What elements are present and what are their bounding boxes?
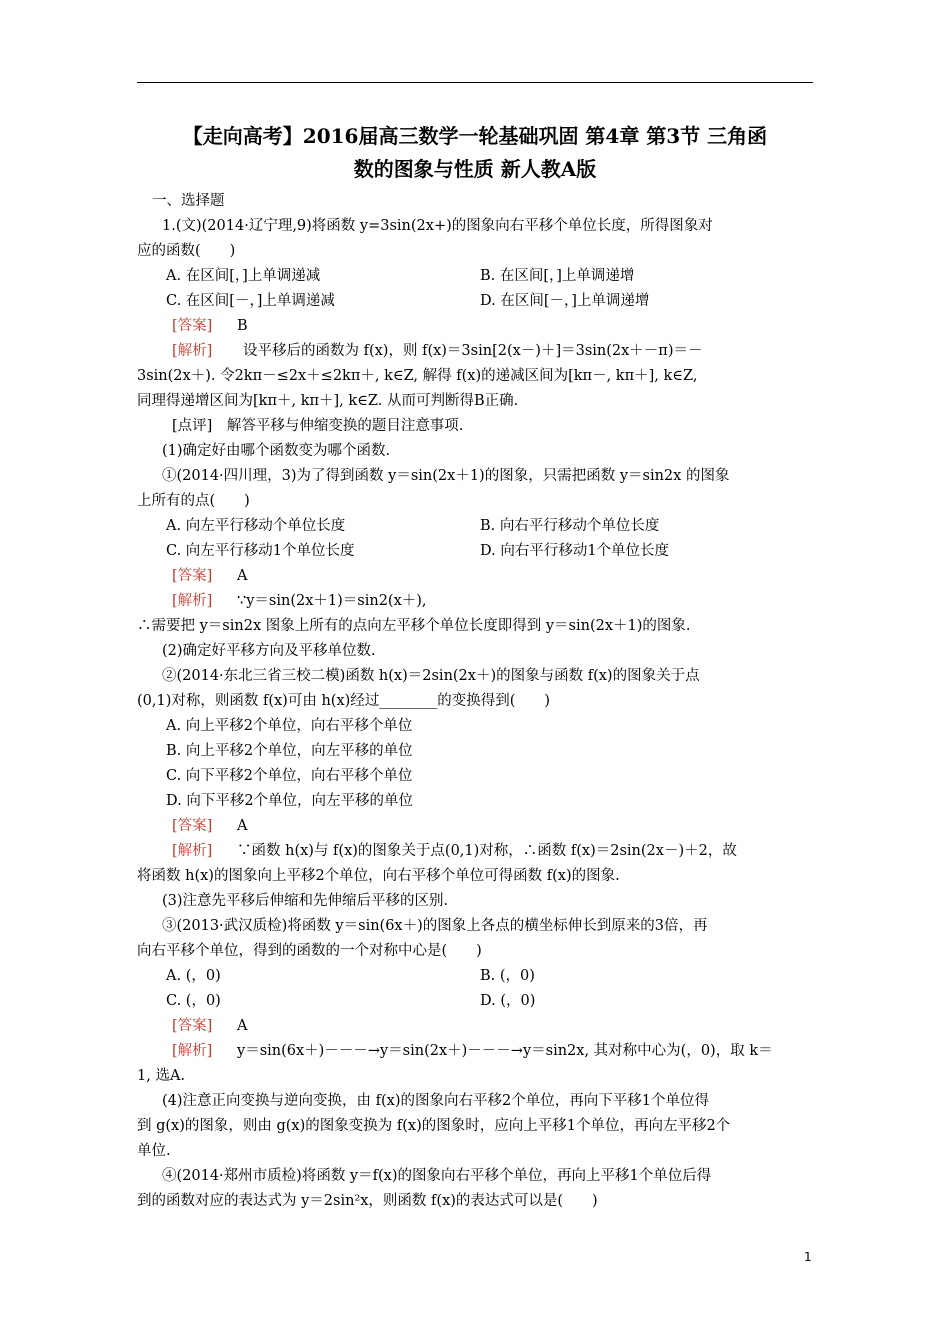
answer-value: A bbox=[237, 568, 248, 584]
note-line: (1)确定好由哪个函数变为哪个函数. bbox=[162, 443, 391, 459]
answer-value: A bbox=[237, 818, 248, 834]
analysis-tag: [解析] bbox=[172, 343, 213, 359]
answer-tag: [答案] bbox=[172, 318, 213, 334]
question-line: ④(2014·郑州市质检)将函数 y＝f(x)的图象向右平移个单位，再向上平移1个单位后得 bbox=[162, 1168, 712, 1184]
question-line: ②(2014·东北三省三校二模)函数 h(x)＝2sin(2x＋)的图象与函数 f(x)的图象关于点 bbox=[162, 668, 700, 684]
option-d: D. 在区间[－，]上单调递增 bbox=[480, 293, 650, 309]
analysis-tag: [解析] bbox=[172, 593, 213, 609]
option-c: C. 向左平行移动1个单位长度 bbox=[166, 543, 355, 559]
question-line: 1.(文)(2014·辽宁理,9)将函数 y=3sin(2x+)的图象向右平移个单位长度，所得图象对 bbox=[162, 218, 713, 234]
analysis-tag: [解析] bbox=[172, 843, 213, 859]
analysis-tag: [解析] bbox=[172, 1043, 213, 1059]
question-line: 上所有的点( ) bbox=[137, 493, 250, 509]
note-line: 单位. bbox=[137, 1143, 171, 1159]
analysis-line: ∴需要把 y＝sin2x 图象上所有的点向左平移个单位长度即得到 y＝sin(2x＋1)的图象. bbox=[137, 618, 691, 634]
question-line: 应的函数( ) bbox=[137, 243, 236, 259]
question-line: ③(2013·武汉质检)将函数 y＝sin(6x＋)的图象上各点的横坐标伸长到原来的3倍，再 bbox=[162, 918, 708, 934]
note-line: (2)确定好平移方向及平移单位数. bbox=[162, 643, 376, 659]
option-b: B. 在区间[，]上单调递增 bbox=[480, 268, 635, 284]
question-line: (0,1)对称，则函数 f(x)可由 h(x)经过________的变换得到( ) bbox=[137, 693, 551, 709]
title-line-2: 数的图象与性质 新人教A版 bbox=[353, 157, 597, 181]
answer-tag: [答案] bbox=[172, 568, 213, 584]
option-d: D. (，0) bbox=[480, 993, 536, 1009]
comment-line: [点评] 解答平移与伸缩变换的题目注意事项. bbox=[172, 418, 464, 434]
analysis-line: 设平移后的函数为 f(x)，则 f(x)＝3sin[2(x－)＋]＝3sin(2x＋－π)＝－ bbox=[243, 343, 703, 359]
analysis-line: y＝sin(6x＋)－－－→y＝sin(2x＋)－－－→y＝sin2x, 其对称中心为(，0)，取 k＝ bbox=[237, 1043, 773, 1059]
option-b: B. 向上平移2个单位，向左平移的单位 bbox=[166, 743, 413, 759]
section-heading: 一、选择题 bbox=[152, 193, 225, 209]
option-c: C. 向下平移2个单位，向右平移个单位 bbox=[166, 768, 413, 784]
option-d: D. 向右平行移动1个单位长度 bbox=[480, 543, 670, 559]
option-d: D. 向下平移2个单位，向左平移的单位 bbox=[166, 793, 414, 809]
option-a: A. (，0) bbox=[166, 968, 221, 984]
analysis-line: 1, 选A. bbox=[137, 1068, 186, 1084]
analysis-line: 将函数 h(x)的图象向上平移2个单位，向右平移个单位可得函数 f(x)的图象. bbox=[137, 868, 620, 884]
answer-value: A bbox=[237, 1018, 248, 1034]
note-line: (4)注意正向变换与逆向变换，由 f(x)的图象向右平移2个单位，再向下平移1个单位得 bbox=[162, 1093, 709, 1109]
note-line: (3)注意先平移后伸缩和先伸缩后平移的区别. bbox=[162, 893, 449, 909]
option-a: A. 向左平行移动个单位长度 bbox=[166, 518, 346, 534]
page-number: 1 bbox=[804, 1250, 812, 1264]
option-b: B. 向右平行移动个单位长度 bbox=[480, 518, 660, 534]
option-c: C. 在区间[－，]上单调递减 bbox=[166, 293, 335, 309]
answer-tag: [答案] bbox=[172, 818, 213, 834]
analysis-line: ∵y＝sin(2x＋1)＝sin2(x＋), bbox=[237, 593, 427, 609]
analysis-line: ∵函数 h(x)与 f(x)的图象关于点(0,1)对称，∴函数 f(x)＝2sin(2x－)＋2，故 bbox=[237, 843, 737, 859]
title-line-1: 【走向高考】2016届高三数学一轮基础巩固 第4章 第3节 三角函 bbox=[182, 124, 768, 148]
question-line: 向右平移个单位，得到的函数的一个对称中心是( ) bbox=[137, 943, 482, 959]
document-title bbox=[130, 120, 820, 186]
question-line: 到的函数对应的表达式为 y＝2sin²x，则函数 f(x)的表达式可以是( ) bbox=[137, 1193, 598, 1209]
analysis-line: 3sin(2x＋). 令2kπ－≤2x＋≤2kπ＋, k∈Z, 解得 f(x)的递减区间为[kπ－, kπ＋], k∈Z, bbox=[137, 368, 698, 384]
option-c: C. (，0) bbox=[166, 993, 221, 1009]
answer-tag: [答案] bbox=[172, 1018, 213, 1034]
note-line: 到 g(x)的图象，则由 g(x)的图象变换为 f(x)的图象时，应向上平移1个单位，再向左平移2个 bbox=[137, 1118, 731, 1134]
header-rule bbox=[137, 82, 813, 83]
question-line: ①(2014·四川理，3)为了得到函数 y＝sin(2x＋1)的图象，只需把函数 y＝sin2x 的图象 bbox=[162, 468, 730, 484]
option-a: A. 在区间[，]上单调递减 bbox=[166, 268, 321, 284]
option-b: B. (，0) bbox=[480, 968, 535, 984]
answer-value: B bbox=[237, 318, 248, 334]
analysis-line: 同理得递增区间为[kπ＋, kπ＋], k∈Z. 从而可判断得B正确. bbox=[137, 393, 519, 409]
option-a: A. 向上平移2个单位，向右平移个单位 bbox=[166, 718, 413, 734]
